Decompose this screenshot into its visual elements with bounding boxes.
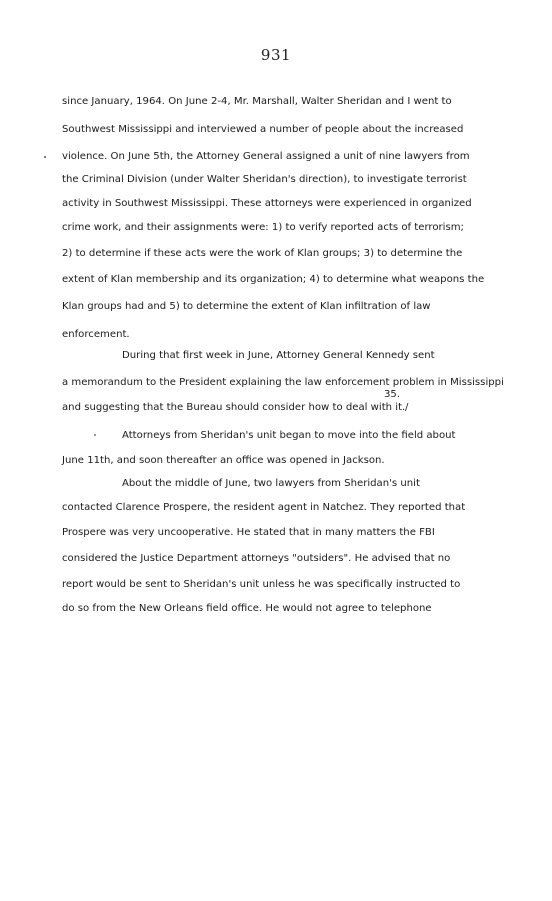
text-line: report would be sent to Sheridan's unit unless he was specifically instructed to <box>62 579 461 590</box>
text-line: During that first week in June, Attorney General Kennedy sent <box>122 350 435 361</box>
text-line: June 11th, and soon thereafter an office was opened in Jackson. <box>62 455 385 466</box>
footnote-slash: / <box>405 402 409 413</box>
text-line: activity in Southwest Mississippi. These attorneys were experienced in organized <box>62 198 472 209</box>
text-line: do so from the New Orleans field office. He would not agree to telephone <box>62 603 432 614</box>
text-line: Klan groups had and 5) to determine the extent of Klan infiltration of law <box>62 301 431 312</box>
text-line: considered the Justice Department attorneys "outsiders". He advised that no <box>62 553 451 564</box>
scan-speck <box>44 156 46 158</box>
text-line: a memorandum to the President explaining the law enforcement problem in Mississippi <box>62 377 504 388</box>
text-line: contacted Clarence Prospere, the resident agent in Natchez. They reported that <box>62 502 466 513</box>
text-line: enforcement. <box>62 329 130 340</box>
page-number: 931 <box>260 46 292 64</box>
text-line: since January, 1964. On June 2-4, Mr. Marshall, Walter Sheridan and I went to <box>62 96 452 107</box>
text-line: and suggesting that the Bureau should consider how to deal with it. <box>62 402 406 413</box>
text-line: 2) to determine if these acts were the work of Klan groups; 3) to determine the <box>62 248 463 259</box>
scan-speck <box>94 434 96 436</box>
text-line: extent of Klan membership and its organization; 4) to determine what weapons the <box>62 274 485 285</box>
text-line: Southwest Mississippi and interviewed a number of people about the increased <box>62 124 464 135</box>
text-line: About the middle of June, two lawyers from Sheridan's unit <box>122 478 420 489</box>
text-line: Prospere was very uncooperative. He stated that in many matters the FBI <box>62 527 435 538</box>
text-line: crime work, and their assignments were: 1) to verify reported acts of terrorism; <box>62 222 464 233</box>
footnote-number: 35. <box>384 389 401 400</box>
text-line: violence. On June 5th, the Attorney General assigned a unit of nine lawyers from <box>62 151 470 162</box>
text-line: the Criminal Division (under Walter Sheridan's direction), to investigate terrorist <box>62 174 467 185</box>
text-line: Attorneys from Sheridan's unit began to move into the field about <box>122 430 456 441</box>
